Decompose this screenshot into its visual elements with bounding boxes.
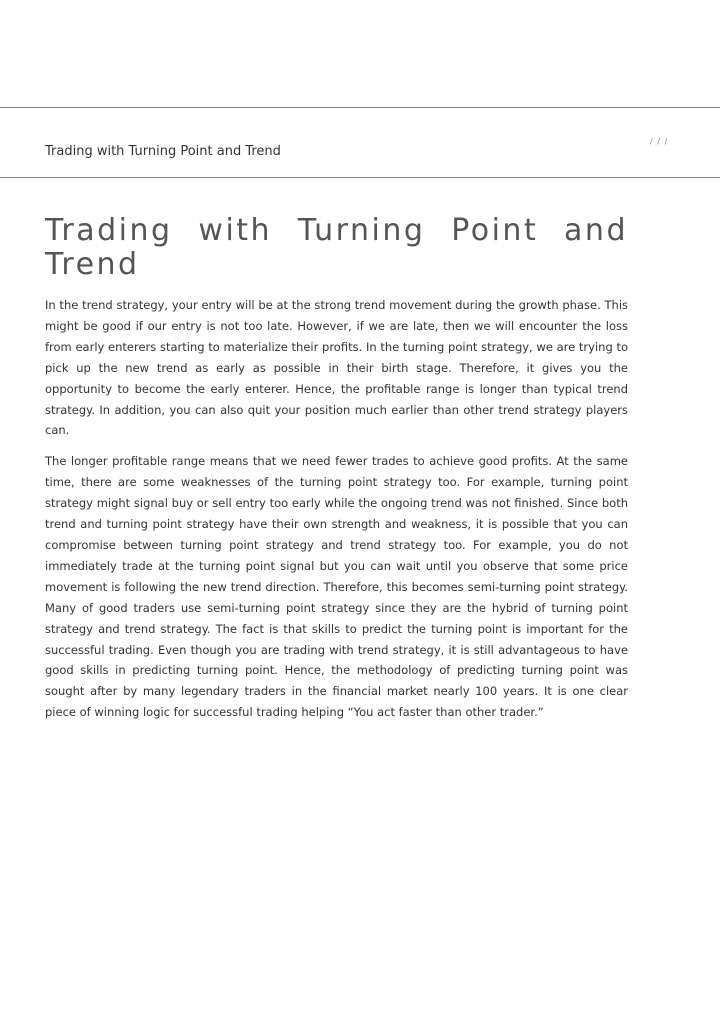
article-paragraph: The longer profitable range means that we need fewer trades to achieve good profits. At the same time, there are some weaknesses of the turning point strategy too. For example, turning point strategy might signal buy or sell entry too early while the ongoing trend was not finished. Since both trend and turning point strategy have their own strength and weakness, it is possible that you can compromise between turning point strategy and trend strategy too. For example, you do not immediately trade at the turning point signal but you can wait until you observe that some price movement is following the new trend direction. Therefore, this becomes semi-turning point strategy. Many of good traders use semi-turning point strategy since they are the hybrid of turning point strategy and trend strategy. The fact is that skills to predict the turning point is important for the successful trading. Even though you are trading with trend strategy, it is still advantageous to have good skills in predicting turning point. Hence, the methodology of predicting turning point was sought after by many legendary traders in the financial market nearly 100 years. It is one clear piece of winning logic for successful trading helping “You act faster than other trader.” <box>45 454 628 720</box>
header-top-rule <box>0 107 720 108</box>
running-header-title: Trading with Turning Point and Trend <box>45 144 281 159</box>
header-bottom-rule <box>0 177 720 178</box>
article-title-line-2: Trend <box>45 247 140 282</box>
article <box>45 214 628 733</box>
page-mark: / / / <box>650 137 669 146</box>
article-title-line-1: Trading with Turning Point and <box>45 213 628 248</box>
article-title <box>45 214 628 282</box>
article-paragraph: In the trend strategy, your entry will be at the strong trend movement during the growth phase. This might be good if our entry is not too late. However, if we are late, then we will encounter the loss from early enterers starting to materialize their profits. In the turning point strategy, we are trying to pick up the new trend as early as possible in their birth stage. Therefore, it gives you the opportunity to become the early enterer. Hence, the profitable range is longer than typical trend strategy. In addition, you can also quit your position much earlier than other trend strategy players can. <box>45 298 628 438</box>
